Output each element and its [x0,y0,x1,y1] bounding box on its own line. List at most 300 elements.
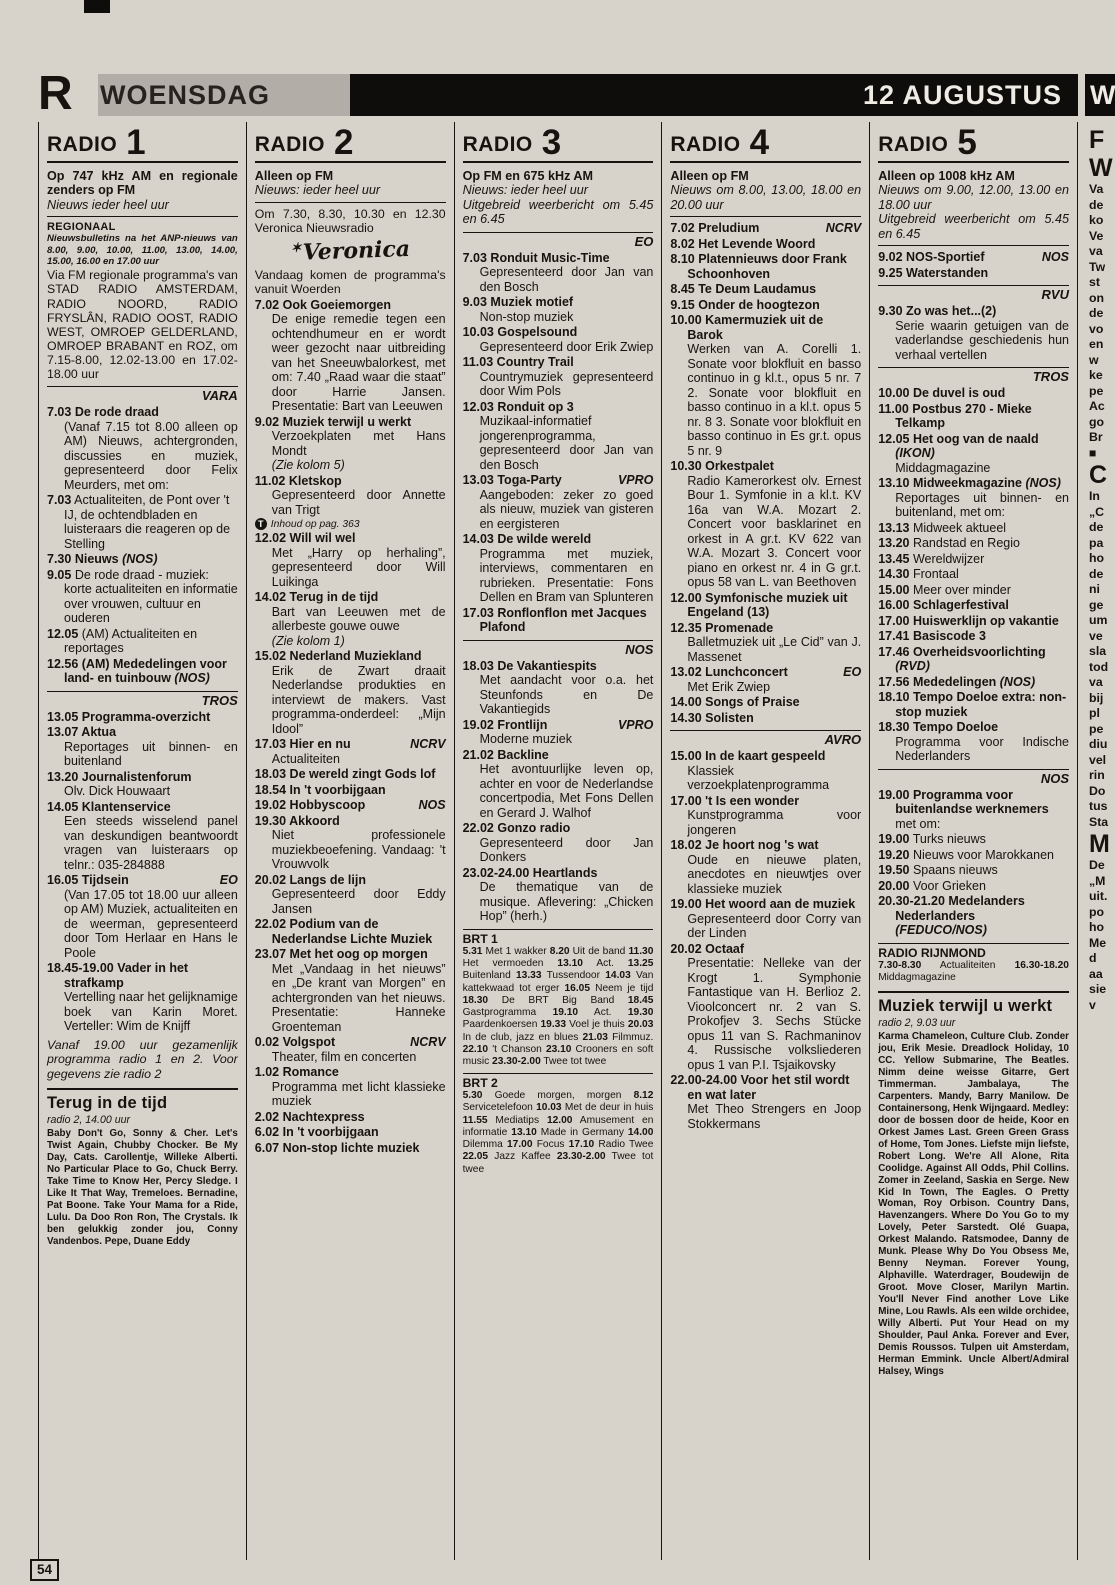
page-number [30,1559,59,1581]
program-title: Terug in de tijd [286,590,379,604]
program-time: 9.15 [670,297,695,312]
program-time: 20.30-21.20 [878,894,945,909]
program-time: 19.50 [878,863,910,878]
program-time: 18.02 [670,838,702,853]
entry-head [462,355,654,370]
section-label: REGIONAAL [47,221,116,234]
program-title: Overheidsvoorlichting [909,644,1046,659]
program-title: Midweekmagazine [909,476,1023,491]
info-text: Om 7.30, 8.30, 10.30 en 12.30 Veronica Nieuwsradio [254,206,446,236]
broadcaster-label: NCRV [410,737,446,751]
program-entry [670,711,861,726]
edge-fragment: W [1089,154,1113,182]
program-entry [47,873,238,960]
program-desc-note: (Zie kolom 1) [271,633,345,648]
program-desc: Radio Kamerorkest olv. Ernest Bour 1. Symfonie in a kl.t. KV 16a van W.A. Mozart 2. Concert voor basklarinet en orkest in A gr.t. KV 622 van W.A. Mozart 3. Concert voor piano en orkest nr. 4 in G gr.t. opus 58 van L. van Beethoven [687,473,862,590]
entry-head [878,567,1069,582]
program-entry [463,325,654,354]
entry-head [254,917,446,946]
program-entry [878,521,1069,536]
program-desc: De thematique van de musique. Aflevering: „Chicken Hop” (herh.) [479,880,654,924]
program-title: Mededelingen [909,674,997,689]
entry-head [462,473,654,488]
program-time: 8.10 [670,252,695,267]
edge-fragment: pl [1089,706,1100,720]
entry-head [462,717,654,733]
news-schedule: Nieuws ieder heel uur [47,197,169,212]
program-time: 7.30 [47,552,72,567]
program-time: 9.02 [878,250,903,265]
program-time: 0.02 [254,1035,280,1049]
program-entry [878,536,1069,551]
program-desc: Vertelling naar het gelijknamige boek van Karin Moret. Verteller: Wim de Knijff [64,990,238,1034]
program-entry [878,720,1069,764]
edge-fragment: v [1089,997,1096,1012]
program-time: 17.41 [878,629,910,644]
program-desc: De enige remedie tegen een ochtendhumeur en er wordt weer gezocht naar uitbreiding van het Sneeuwbalorkest, met om: 7.40 „Raad waar die staat” door Harrie Jansen. Presentatie: Bart van Leeuwen [271,312,446,413]
program-title: Solisten [701,710,754,725]
entry-head [670,459,861,474]
program-time: 9.05 [47,567,72,582]
program-time: 11.03 [462,355,494,370]
entry-head [462,325,654,340]
program-title: Songs of Praise [701,695,800,710]
program-note: (NOS) [118,552,158,567]
program-entry [670,591,861,620]
broadcaster-divider: AVRO [670,730,861,747]
entry-head [670,665,862,680]
program-time: 19.00 [878,787,910,802]
program-time: 12.00 [670,590,702,605]
program-entry [670,838,861,896]
program-desc: Niet professionele muziekbeoefening. Vandaag: 't Vrouwvolk [271,828,446,871]
entry-head [254,947,446,962]
program-entry [47,405,238,492]
edge-fragment: Me [1089,935,1107,950]
entry-head [878,674,1069,690]
program-time: 16.05 [47,873,79,888]
edge-fragment: diu [1089,737,1108,751]
entry-head [878,720,1069,735]
columns [38,122,1078,1560]
program-title: Te Deum Laudamus [694,282,817,297]
program-title: Vader in het strafkamp [64,961,189,990]
program-title: Klantenservice [78,799,171,814]
program-entry [463,866,654,924]
entry-head [462,865,654,881]
program-time: 18.10 [878,690,910,705]
station-number: 4 [749,123,769,162]
program-title: Nieuws [71,552,119,567]
station-name: RADIO [47,133,118,156]
edge-fragment: sie [1089,982,1107,996]
program-entry [670,221,861,236]
program-entry [255,798,446,813]
broadcaster-label: EO [219,873,238,888]
broadcaster-divider: NOS [878,769,1069,786]
program-time: 8.45 [670,282,695,297]
entry-head [254,1109,446,1125]
program-entry [463,400,654,473]
program-desc: Bart van Leeuwen met de allerbeste gouwe ouwe [271,604,446,633]
program-text: De rode draad - muziek: korte actualiteiten en informatie over vrouwen, cultuur en ouderen [64,567,238,626]
program-time: 7.03 [47,493,72,508]
edge-fragment: Ve [1089,228,1104,243]
station-header [254,122,446,162]
program-title: Heartlands [529,865,598,880]
edge-fragment: ho [1089,551,1105,565]
divider-rule [670,216,861,217]
program-desc: Het avontuurlijke leven op, achter en voor de Nederlandse concertpodia, Met Fons Dellen en Gerard J. Walhof [479,762,654,820]
news-schedule: Nieuws: ieder heel uur [254,183,381,198]
entry-head [254,1140,446,1156]
station-header [462,122,654,162]
program-title: Muziek motief [486,295,574,310]
program-entry [670,695,861,710]
entry-head [47,873,238,888]
program-entry [670,252,861,281]
bulletin-note: Nieuwsbulletins na het ANP-nieuws van 8.00, 9.00, 10.00, 11.00, 13.00, 14.00, 15.00, 16.00 en 17.00 uur [47,233,238,268]
program-time: 11.00 [878,401,909,416]
program-desc: (Vanaf 7.15 tot 8.00 alleen op AM) Nieuws, achtergronden, discussies en muziek, gepresenteerd door Felix Meurders, met om: [64,419,238,492]
program-entry [670,621,861,665]
divider-rule [878,245,1069,246]
entry-head [254,473,446,489]
edge-fragment: rin [1089,768,1105,782]
edge-fragment: aa [1089,966,1103,981]
program-entry [47,552,238,567]
note-text: Inhoud op pag. 363 [270,519,360,530]
info-text: Vandaag komen de programma's vanuit Woerden [254,268,446,297]
edge-fragment: ko [1089,213,1104,227]
program-entry [878,832,1069,847]
program-text: Turks nieuws [909,832,986,847]
station-name: RADIO [670,133,741,156]
program-time: 22.02 [254,917,287,931]
section-heading: Muziek terwijl u werkt [878,991,1069,1016]
program-entry [878,894,1069,938]
program-desc: (Van 17.05 tot 18.00 uur alleen op AM) Muziek, actualiteiten en de weerman, gepresenteerd door Tom Herlaar en Hans le Poole [64,887,238,960]
edge-fragment: va [1089,675,1103,689]
program-text: Nieuws voor Marokkanen [909,847,1054,862]
program-entry [670,298,861,313]
broadcaster-divider: VARA [47,386,238,403]
program-time: 18.03 [254,767,287,781]
edge-fragment: ve [1089,628,1103,643]
edge-fragment: tod [1089,659,1109,674]
entry-head [47,709,238,725]
station-number: 5 [957,123,976,162]
program-title: Ook Goeiemorgen [279,297,391,312]
joint-programme-note: Vanaf 19.00 uur gezamenlijk programma radio 1 en 2. Voor gegevens zie radio 2 [47,1037,238,1081]
program-time: 14.00 [670,695,702,710]
program-desc: Een steeds wisselend panel van deskundigen beantwoordt vragen van luisteraars op telnr.: 035-284888 [64,814,238,872]
program-entry [463,718,654,747]
program-time: 12.03 [462,399,494,414]
program-entry [47,493,238,551]
entry-head [878,644,1069,674]
program-time: 12.05 [47,626,79,641]
entry-head [670,1073,861,1102]
program-title: Backline [493,747,549,762]
program-time: 18.30 [878,720,910,735]
entry-head [878,613,1069,629]
edge-fragment: vel [1089,752,1107,767]
program-time: 9.30 [878,304,903,319]
program-title: Postbus 270 - Mieke Telkamp [895,401,1032,431]
entry-head [670,620,861,636]
entry-head [878,265,1069,281]
compact-listing: 5.31 Met 1 wakker 8.20 Uit de band 11.30 Het vermoeden 13.10 Act. 13.25 Buitenland 13.33 Tussendoor 14.03 Van kattekwaad tot erger 16.05 Neem je tijd 18.30 De BRT Big Band 18.45 Gastprogramma 19.10 Act. 19.30 Paardenkoersen 19.33 Voel je thuis 20.03 In de club, jazz en blues 21.03 Filmmuz. 22.10 't Chanson 23.10 Crooners en soft music 23.30-2.00 Twee tot twee [462,945,654,1067]
program-title: Ronflonflon met Jacques Plafond [479,605,647,635]
program-time: 23.07 [254,947,287,961]
program-time: 19.02 [462,717,494,732]
program-desc: Verzoekplaten met Hans Mondt [271,429,446,458]
program-title: Tempo Doeloe extra: non-stop muziek [895,690,1067,719]
program-title: Frontlijn [493,717,548,732]
edge-fragment: st [1089,275,1100,289]
program-note: (NOS) [170,671,210,686]
entry-head [254,767,446,782]
frequency-info: Op FM en 675 kHz AM [462,169,593,183]
entry-head [670,297,861,313]
broadcaster-divider: EO [463,232,654,249]
edge-fragment: De [1089,858,1105,872]
news-schedule: Nieuws: ieder heel uur [462,183,588,198]
edge-fragment: pe [1089,721,1104,736]
program-desc-note: (Zie kolom 5) [271,458,345,472]
program-text: Meer over minder [909,582,1011,597]
program-entry [878,690,1069,719]
entry-head [670,941,861,957]
program-entry [47,568,238,626]
entry-head [47,656,238,686]
program-time: 14.03 [462,532,494,547]
section-subnote: radio 2, 14.00 uur [47,1114,131,1127]
page-header [38,67,1078,120]
program-title: Preludium [694,221,760,236]
program-time: 20.00 [878,878,910,893]
program-time: 13.07 [47,725,79,740]
program-desc: Non-stop muziek [479,309,574,324]
program-entry [878,552,1069,567]
program-desc: Gepresenteerd door Jan Donkers [479,835,654,865]
entry-head [878,598,1069,613]
entry-head [462,532,654,547]
entry-head [878,551,1069,567]
entry-head [254,1065,446,1080]
program-title: Onder de hoogtezon [694,297,820,312]
entry-head [670,710,861,726]
edge-fragment: M [1089,830,1110,858]
program-title: De rode draad [71,405,159,420]
entry-head [254,1035,446,1050]
entry-head [254,782,446,798]
program-time: 12.35 [670,620,702,635]
edge-fragments [1089,126,1115,1585]
next-page-banner [1085,74,1115,116]
entry-head [47,626,238,656]
entry-head [254,531,446,546]
program-time: 19.20 [878,847,910,862]
entry-head [670,897,861,912]
entry-head [878,894,1069,938]
entry-head [670,221,862,236]
program-title: Programma voor buitenlandse werknemers [895,787,1049,817]
program-time: 22.00-24.00 [670,1073,738,1088]
program-desc: Olv. Dick Houwaart [64,784,171,799]
program-entry [670,459,861,590]
edge-fragment: Do [1089,783,1106,798]
program-entry [878,304,1069,362]
radio-column-1 [38,122,246,1560]
program-time: 15.00 [878,582,910,597]
program-title: Akkoord [286,813,340,828]
program-time: 2.02 [254,1109,280,1124]
entry-head [254,590,446,605]
entry-head [462,605,654,635]
program-title: Tijdsein [78,873,129,888]
entry-head [462,250,654,266]
program-desc: Met aandacht voor o.a. het Steunfonds en De Vakantiegids [479,673,654,717]
program-desc: Met „Vandaag in het nieuws” en „De krant van Morgen” en achtergronden van het nieuws. Presentatie: Hanneke Groenteman [271,961,446,1034]
program-time: 9.25 [878,265,903,280]
entry-head [254,297,446,313]
section-heading: Terug in de tijd [47,1088,238,1113]
program-time: 23.02-24.00 [462,865,530,880]
program-desc: Gepresenteerd door Annette van Trigt [271,488,446,517]
program-time: 21.02 [462,747,494,762]
subsection-heading: BRT 1 [463,929,654,946]
teletext-icon: T [255,518,267,530]
program-title: Ronduit op 3 [493,399,574,414]
program-entry [878,476,1069,520]
program-desc: Programma met muziek, interviews, commentaren en rubrieken. Presentatie: Fons Dellen en Bram van Splunteren [479,546,654,605]
program-entry [463,659,654,717]
program-title: Gonzo radio [493,821,571,836]
program-time: 7.03 [462,250,487,265]
program-title: Basiscode 3 [909,629,986,644]
edge-fragment: de [1089,520,1104,534]
entry-head [670,838,861,853]
frequency-info: Op 747 kHz AM en regionale zenders op FM [47,169,238,198]
program-desc: Oude en nieuwe platen, anecdotes en nieuwtjes over klassieke muziek [687,852,862,896]
program-title: 't Is een wonder [701,793,800,808]
edge-fragment: Br [1089,430,1103,444]
program-entry [670,313,861,458]
edge-fragment: „C [1089,504,1105,519]
program-entry [878,879,1069,894]
program-time: 6.02 [254,1125,280,1139]
program-note: (FEDUCO/NOS) [895,923,987,938]
entry-head [670,252,861,281]
program-title: Platennieuws door Frank Schoonhoven [687,252,847,281]
program-title: Lunchconcert [701,665,788,680]
program-title: Country Trail [493,355,574,370]
program-entry [47,710,238,725]
program-desc: Erik de Zwart draait Nederlandse produkties en interviewt de makers. Vast programma-onderdeel: „Mijn Idool” [271,663,446,736]
program-entry [255,1065,446,1109]
binding-mark [84,0,110,13]
program-desc: Presentatie: Nelleke van der Krogt 1. Symphonie Fantastique van H. Berlioz 2. Vioolconcert nr. 2 van S. Prokofjev 3. Sechs Stücke opus 11 van S. Rachmaninov 4. Russische volksliederen opus 1 van P.I. Tsjaikovsky [687,956,862,1072]
program-entry [878,629,1069,644]
program-desc: Met „Harry op herhaling”, gepresenteerd door Will Luikinga [271,545,446,589]
program-entry [878,598,1069,613]
program-text: Randstad en Regio [909,536,1020,551]
program-time: 12.02 [254,531,287,545]
program-title: Schlagerfestival [909,598,1009,613]
edge-fragment: „M [1089,873,1106,888]
program-title: Journalistenforum [78,769,192,784]
program-entry [47,961,238,1034]
edge-fragment: de [1089,306,1104,320]
program-entry [878,266,1069,281]
program-title: De duvel is oud [909,386,1006,401]
sparkle-icon: ✶ [290,240,302,256]
program-desc: Reportages uit binnen- en buitenland, met om: [895,490,1069,520]
entry-head [254,872,446,888]
program-time: 7.02 [670,221,695,236]
program-time: 14.30 [670,710,702,725]
edge-fragment: d [1089,951,1097,965]
entry-head [878,250,1069,265]
edge-fragment: vo [1089,321,1104,336]
date-banner [350,74,1078,116]
entry-head [670,749,861,764]
entry-head [878,847,1069,863]
section-letter: R [38,67,71,120]
program-entry [670,794,861,838]
program-entry [47,725,238,769]
entry-head [47,405,238,420]
program-entry [47,657,238,686]
program-text: Frontaal [909,567,959,582]
program-entry [255,531,446,589]
program-entry [463,821,654,865]
program-note: (NOS) [996,674,1036,689]
entry-head [254,813,446,829]
entry-head [670,313,861,342]
program-time: 13.20 [878,536,910,551]
edge-fragment: ni [1089,582,1100,596]
program-title: Huiswerklijn op vakantie [909,613,1059,628]
program-desc: Kunstprogramma voor jongeren [687,808,862,837]
program-entry [463,295,654,324]
program-desc: Balletmuziek uit „Le Cid” van J. Massenet [687,635,862,664]
program-entry [255,590,446,648]
edge-fragment: de [1089,197,1104,212]
program-title: In 't voorbijgaan [279,1125,379,1139]
program-title: Programma-overzicht [78,709,211,724]
day-banner [98,74,350,116]
program-desc: Werken van A. Corelli 1. Sonate voor blokfluit en basso continuo in g kl.t., opus 5 nr. 7 2. Sonate voor blokfluit en basso continuo in a kl.t. opus 5 nr. 8 3. Sonate voor blokfluit en basso continuo in Es gr.t. opus 5 nr. 9 [687,342,862,458]
edge-fragment: Tw [1089,259,1106,274]
program-time: 17.03 [462,605,494,620]
broadcaster-divider: RVU [878,285,1069,302]
program-title: Waterstanden [902,265,989,280]
program-entry [255,415,446,473]
program-time: 10.00 [670,313,702,328]
entry-head [670,282,861,297]
broadcaster-divider: NOS [463,640,654,657]
entry-head [47,725,238,740]
entry-head [878,863,1069,878]
program-time: 10.30 [670,459,702,474]
program-entry [255,649,446,736]
entry-head [878,431,1069,461]
veronica-logo [254,235,446,268]
program-entry [463,251,654,295]
